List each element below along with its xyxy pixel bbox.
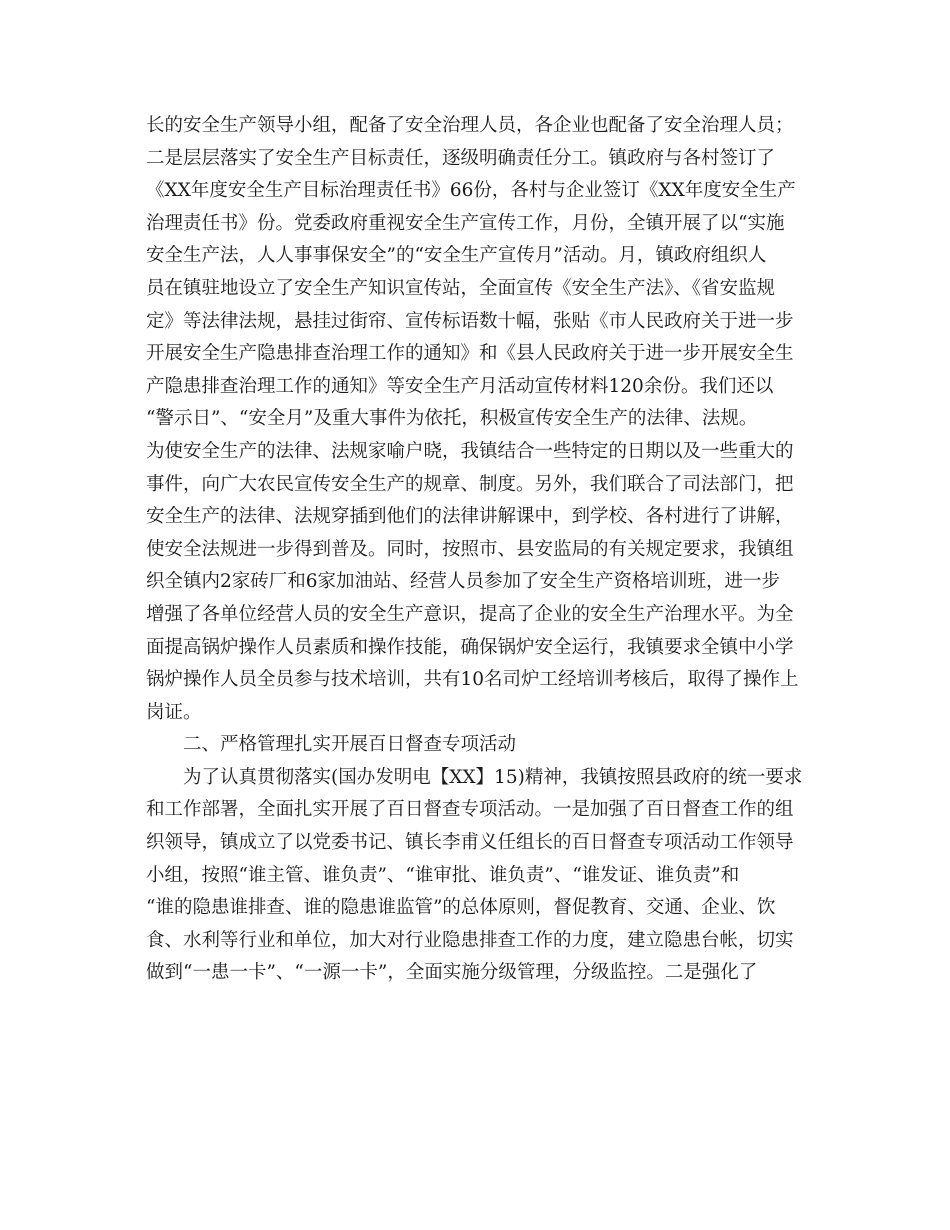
text-line: 事件，向广大农民宣传安全生产的规章、制度。另外，我们联合了司法部门，把 (146, 473, 794, 495)
text-line: 产隐患排查治理工作的通知》等安全生产月活动宣传材料120余份。我们还以 (146, 375, 774, 397)
text-line: 二是层层落实了安全生产目标责任，逐级明确责任分工。镇政府与各村签订了 (146, 147, 776, 169)
text-line: 安全生产法，人人事事保安全”的“安全生产宣传月”活动。月，镇政府组织人 (146, 245, 767, 267)
text-line: 织领导，镇成立了以党委书记、镇长李甫义任组长的百日督查专项活动工作领导 (146, 832, 794, 854)
text-line: 定》等法律法规，悬挂过街帘、宣传标语数十幅，张贴《市人民政府关于进一步 (146, 310, 794, 332)
text-line: 员在镇驻地设立了安全生产知识宣传站，全面宣传《安全生产法》、《省安监规 (146, 277, 776, 299)
text-line: “谁的隐患谁排查、谁的隐患谁监管”的总体原则，督促教育、交通、企业、饮 (146, 897, 776, 919)
text-line: 岗证。 (146, 701, 202, 723)
text-line: 为了认真贯彻落实(国办发明电【XX】15)精神，我镇按照县政府的统一要求 (183, 766, 803, 788)
text-line: 为使安全生产的法律、法规家喻户晓，我镇结合一些特定的日期以及一些重大的 (146, 440, 794, 462)
text-line: 食、水利等行业和单位，加大对行业隐患排查工作的力度，建立隐患台帐，切实 (146, 929, 794, 951)
body-text (146, 110, 816, 990)
text-line: 织全镇内2家砖厂和6家加油站、经营人员参加了安全生产资格培训班，进一步 (146, 571, 781, 593)
section-heading: 二、严格管理扎实开展百日督查专项活动 (183, 734, 517, 756)
text-line: 安全生产的法律、法规穿插到他们的法律讲解课中，到学校、各村进行了讲解， (146, 506, 794, 528)
text-line: 使安全法规进一步得到普及。同时，按照市、县安监局的有关规定要求，我镇组 (146, 538, 794, 560)
text-line: “警示日”、“安全月”及重大事件为依托，积极宣传安全生产的法律、法规。 (146, 408, 758, 430)
text-line: 做到“一患一卡”、“一源一卡”，全面实施分级管理，分级监控。二是强化了 (146, 962, 758, 984)
text-line: 和工作部署，全面扎实开展了百日督查专项活动。一是加强了百日督查工作的组 (146, 799, 794, 821)
text-line: 面提高锅炉操作人员素质和操作技能，确保锅炉安全运行，我镇要求全镇中小学 (146, 636, 794, 658)
text-line: 小组，按照“谁主管、谁负责”、“谁审批、谁负责”、“谁发证、谁负责”和 (146, 864, 740, 886)
text-line: 长的安全生产领导小组，配备了安全治理人员，各企业也配备了安全治理人员； (146, 115, 794, 136)
text-line: 《XX年度安全生产目标治理责任书》66份，各村与企业签订《XX年度安全生产 (146, 180, 796, 202)
text-line: 增强了各单位经营人员的安全生产意识，提高了企业的安全生产治理水平。为全 (146, 603, 794, 625)
text-line: 锅炉操作人员全员参与技术培训，共有10名司炉工经培训考核后，取得了操作上 (146, 669, 799, 691)
text-line: 开展安全生产隐患排查治理工作的通知》和《县人民政府关于进一步开展安全生 (146, 343, 794, 365)
text-line: 治理责任书》份。党委政府重视安全生产宣传工作，月份，全镇开展了以“实施 (146, 212, 785, 234)
